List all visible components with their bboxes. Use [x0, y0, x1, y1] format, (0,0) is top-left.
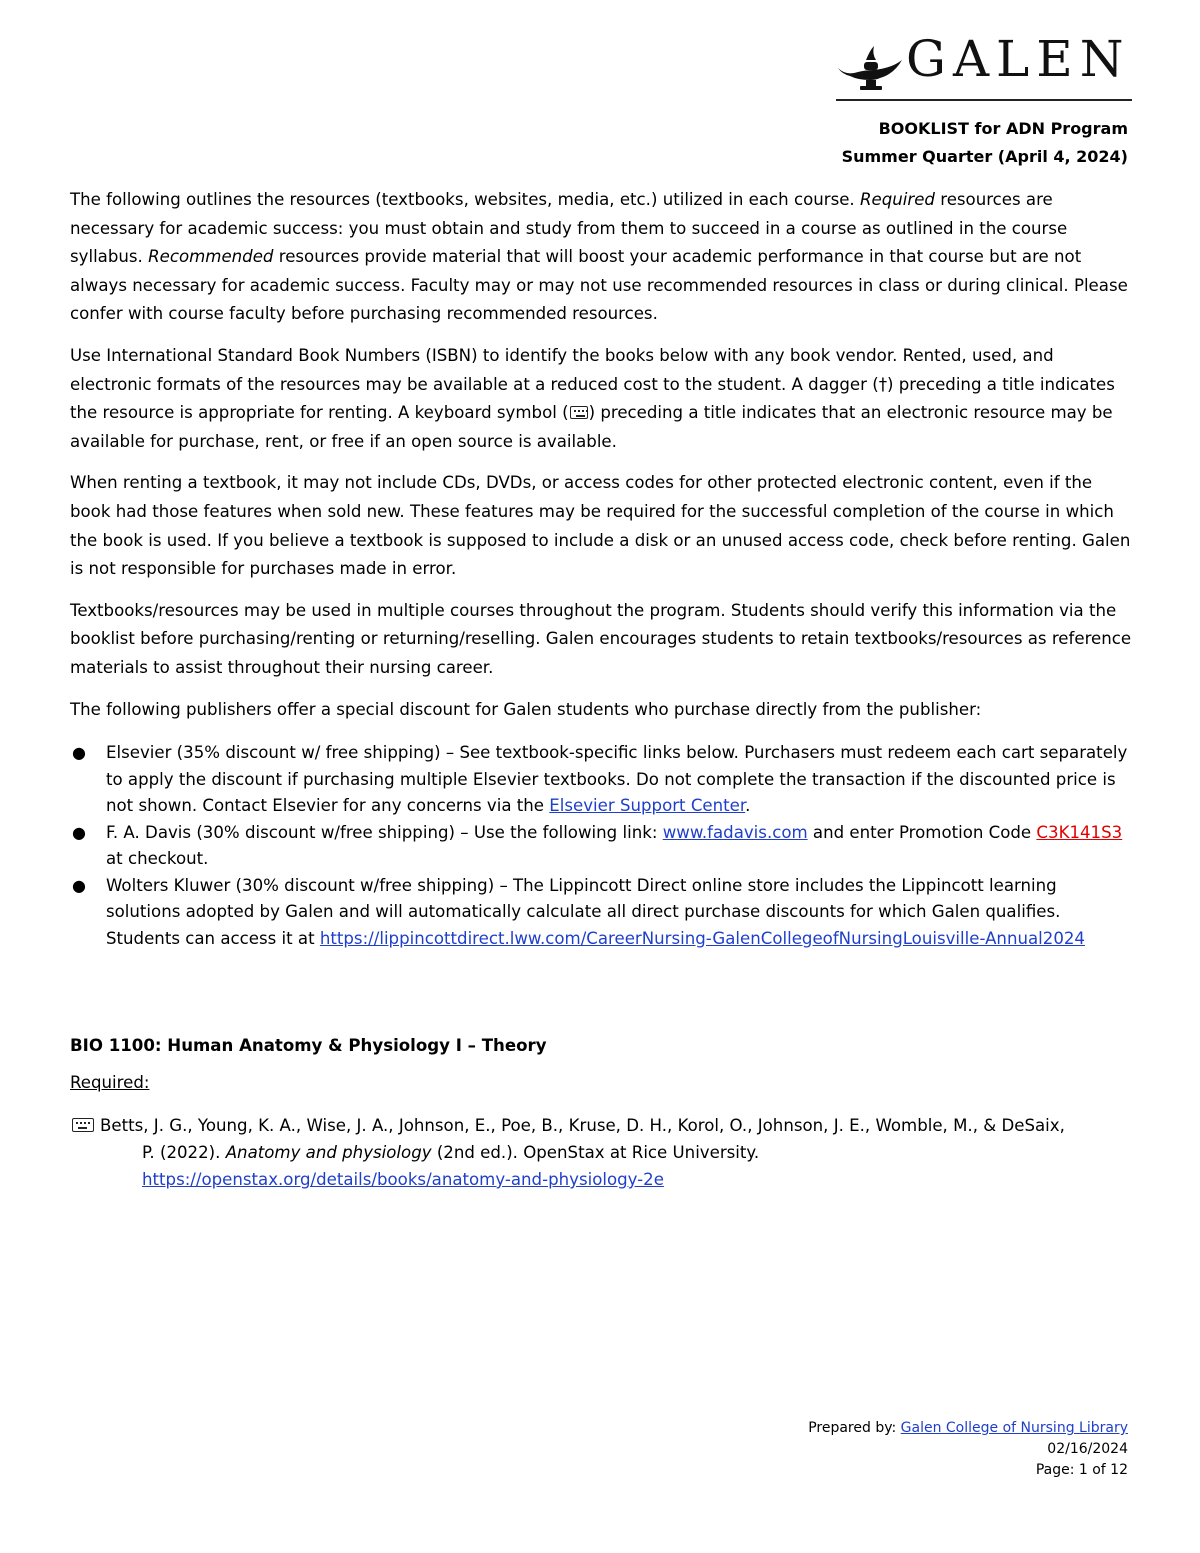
bullet-icon: ●: [72, 822, 86, 842]
list-item: ● Elsevier (35% discount w/ free shipping) – See textbook-specific links below. Purchasers must redeem each cart separately to apply the discount if purchasing multiple Elsevier textbooks. Do not complete the transaction if the discounted price is not shown. Contact Elsevier for any concerns via the Elsevier Support Center.: [70, 740, 1132, 820]
intro-paragraph-5: The following publishers offer a special discount for Galen students who purchase directly from the publisher:: [70, 699, 982, 719]
bullet-icon: ●: [72, 875, 86, 895]
oil-lamp-icon: [836, 46, 906, 96]
footer-date: 02/16/2024: [1047, 1441, 1128, 1457]
fadavis-link[interactable]: www.fadavis.com: [662, 822, 808, 842]
galen-logo: [836, 30, 1132, 102]
lippincott-direct-link[interactable]: https://lippincottdirect.lww.com/CareerNursing-GalenCollegeofNursingLouisville-Annual2024: [319, 928, 1085, 948]
bullet-icon: ●: [72, 743, 86, 763]
keyboard-icon: [570, 406, 588, 419]
promotion-code[interactable]: C3K141S3: [1036, 822, 1123, 842]
booklist-subtitle: Summer Quarter (April 4, 2024): [841, 147, 1128, 166]
intro-section: [70, 186, 1132, 952]
booklist-title: BOOKLIST for ADN Program: [878, 119, 1128, 138]
intro-paragraph-3: When renting a textbook, it may not include CDs, DVDs, or access codes for other protected electronic content, even if the book had those features when sold new. These features may be required for the successful completion of the course in which the book is used. If you believe a textbook is supposed to include a disk or an unused access code, check before renting. Galen is not responsible for purchases made in error.: [70, 473, 1131, 579]
list-item: ● F. A. Davis (30% discount w/free shipping) – Use the following link: www.fadavis.com and enter Promotion Code C3K141S3 at checkout.: [70, 820, 1132, 873]
logo-underline: [836, 99, 1132, 101]
library-link[interactable]: Galen College of Nursing Library: [900, 1420, 1128, 1436]
page-footer: Prepared by: Galen College of Nursing Library 02/16/2024 Page: 1 of 12: [808, 1418, 1128, 1481]
intro-paragraph-4: Textbooks/resources may be used in multiple courses throughout the program. Students should verify this information via the booklist before purchasing/renting or returning/reselling. Galen encourages students to retain textbooks/resources as reference materials to assist throughout their nursing career.: [70, 600, 1132, 677]
intro-paragraph-2: Use International Standard Book Numbers (ISBN) to identify the books below with any book vendor. Rented, used, and electronic formats of the resources may be available at a reduced cost to the student. A dagger (†) preceding a title indicates the resource is appropriate for renting. A keyboard symbol ( ) preceding a title indicates that an electronic resource may be available for purchase, rent, or free if an open source is available.: [70, 345, 1115, 451]
keyboard-icon: [72, 1118, 94, 1132]
publisher-discount-list: [70, 740, 1132, 952]
logo-wordmark: GALEN: [906, 30, 1131, 88]
required-label: Required:: [70, 1073, 150, 1092]
course-heading: BIO 1100: Human Anatomy & Physiology I – Theory: [70, 1036, 547, 1055]
elsevier-support-link[interactable]: Elsevier Support Center: [549, 796, 746, 816]
footer-page-number: Page: 1 of 12: [1035, 1462, 1128, 1478]
list-item: ● Wolters Kluwer (30% discount w/free shipping) – The Lippincott Direct online store includes the Lippincott learning solutions adopted by Galen and will automatically calculate all direct purchase discounts for which Galen qualifies. Students can access it at https://lippincottdirect.lww.com/CareerNursing-GalenCollegeofNursingLouisville-Annual2024: [70, 873, 1132, 953]
intro-paragraph-1: The following outlines the resources (textbooks, websites, media, etc.) utilized in each course. Required resources are necessary for academic success: you must obtain and study from them to succeed in a course as outlined in the course syllabus. Recommended resources provide material that will boost your academic performance in that course but are not always necessary for academic success. Faculty may or may not use recommended resources in class or during clinical. Please confer with course faculty before purchasing recommended resources.: [70, 190, 1128, 324]
openstax-link[interactable]: https://openstax.org/details/books/anatomy-and-physiology-2e: [142, 1170, 664, 1189]
reference-entry: Betts, J. G., Young, K. A., Wise, J. A., Johnson, E., Poe, B., Kruse, D. H., Korol, O., Johnson, J. E., Womble, M., & DeSaix, P. (2022). Anatomy and physiology (2nd ed.). OpenStax at Rice University. https://openstax.org/details/books/anatomy-and-physiology-2e: [72, 1112, 1134, 1193]
